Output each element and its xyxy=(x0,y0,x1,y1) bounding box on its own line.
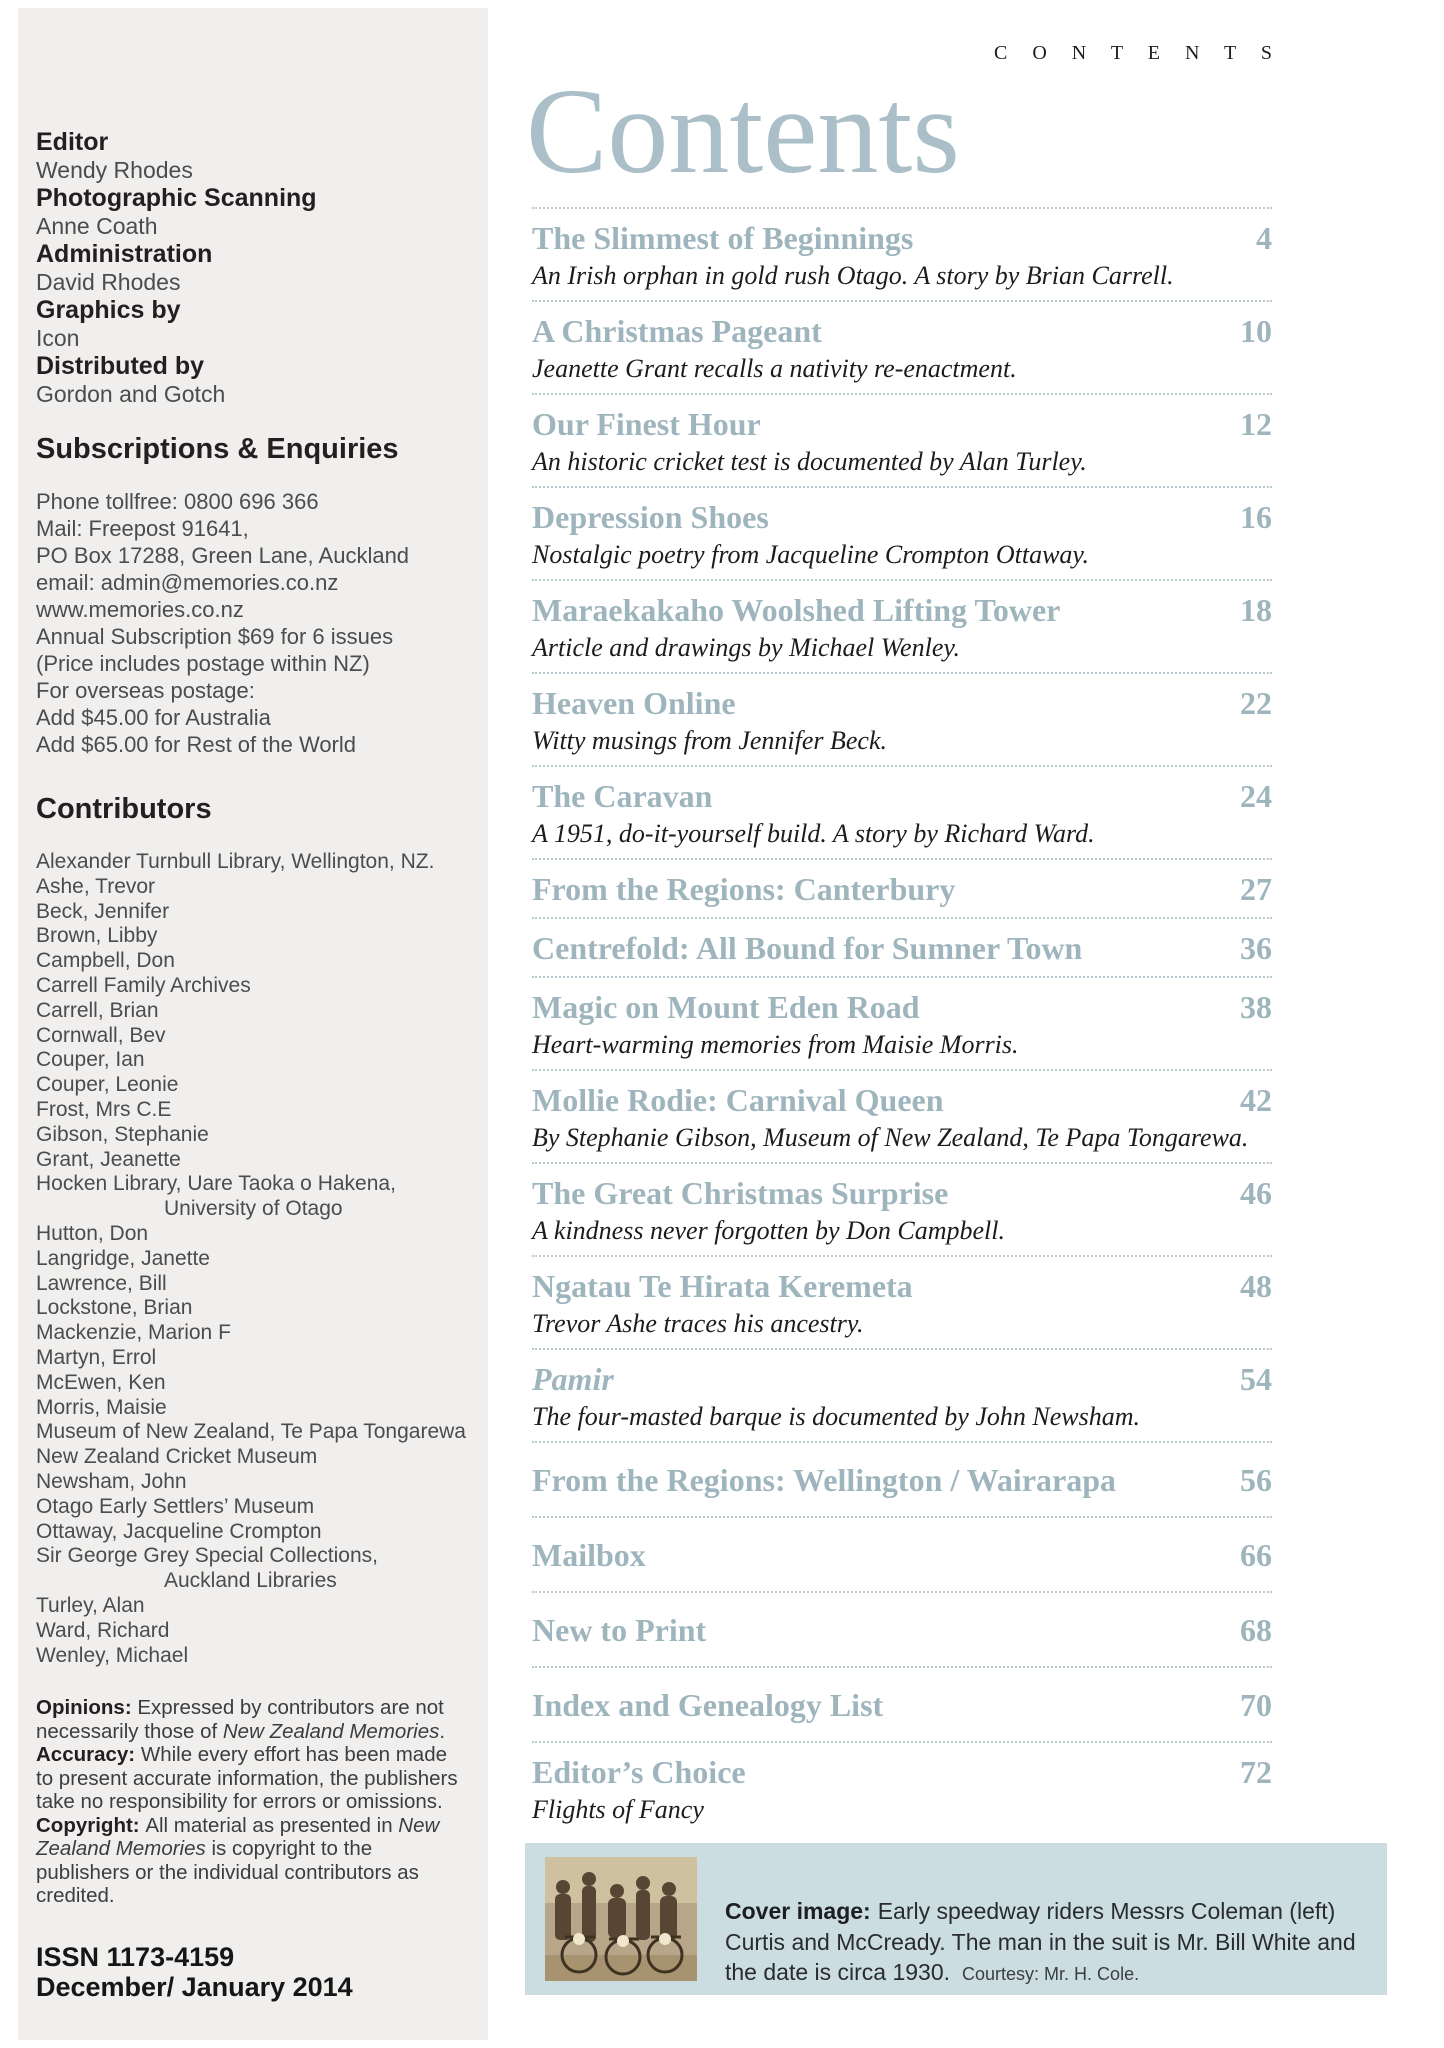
notice-segment: Copyright: xyxy=(36,1813,146,1837)
contributor-name: Museum of New Zealand, Te Papa Tongarewa xyxy=(36,1420,466,1444)
contributor-name: Morris, Maisie xyxy=(36,1395,167,1419)
subscription-line: (Price includes postage within NZ) xyxy=(36,651,370,676)
toc-entry-title: The Caravan xyxy=(532,778,713,814)
masthead-value: David Rhodes xyxy=(36,269,181,295)
toc-entry xyxy=(532,579,1272,672)
toc-entry-subtitle: A kindness never forgotten by Don Campbell. xyxy=(532,1216,1005,1245)
toc-entry-row xyxy=(532,989,1272,1026)
toc-entry-subtitle: Flights of Fancy xyxy=(532,1795,704,1824)
toc-entry-row xyxy=(532,406,1272,443)
toc-entry-page: 70 xyxy=(1240,1687,1272,1723)
toc-entry-row xyxy=(532,1754,1272,1791)
notice-segment: All material as presented in xyxy=(145,1813,399,1837)
contributor-name: Campbell, Don xyxy=(36,949,175,973)
toc-entry-title: Editor’s Choice xyxy=(532,1754,746,1790)
contributor-name: Beck, Jennifer xyxy=(36,899,170,923)
notice xyxy=(36,1696,462,1743)
contributor-name: Sir George Grey Special Collections, xyxy=(36,1544,378,1568)
toc-entry xyxy=(532,917,1272,976)
toc-entry-title: Index and Genealogy List xyxy=(532,1687,884,1723)
cover-caption-box xyxy=(525,1843,1387,1995)
contributor-name: Turley, Alan xyxy=(36,1593,145,1617)
issn: ISSN 1173-4159 xyxy=(36,1941,235,1972)
masthead-value: Icon xyxy=(36,325,80,351)
toc-entry xyxy=(532,1255,1272,1348)
masthead-label: Editor xyxy=(36,128,109,156)
issn-block xyxy=(36,1942,462,2002)
contributor-name: McEwen, Ken xyxy=(36,1370,166,1394)
toc-entry-row xyxy=(532,1537,1272,1574)
toc-entry-row xyxy=(532,1361,1272,1398)
toc-entry-title: Mollie Rodie: Carnival Queen xyxy=(532,1082,944,1118)
contributor-name: Couper, Ian xyxy=(36,1048,145,1072)
subscription-line: For overseas postage: xyxy=(36,678,255,703)
notice-segment: New Zealand Memories xyxy=(222,1719,440,1743)
toc-entry xyxy=(532,672,1272,765)
toc-entry-title: Ngatau Te Hirata Keremeta xyxy=(532,1268,913,1304)
subscription-line: www.memories.co.nz xyxy=(36,597,244,622)
notice-segment: Accuracy: xyxy=(36,1743,141,1767)
contributor-name: Otago Early Settlers’ Museum xyxy=(36,1494,315,1518)
contributor-name: Lawrence, Bill xyxy=(36,1271,167,1295)
page-title: Contents xyxy=(526,64,960,199)
toc-entry-page: 54 xyxy=(1240,1361,1272,1397)
cover-caption-courtesy: Courtesy: Mr. H. Cole. xyxy=(962,1964,1140,1984)
toc-entry xyxy=(532,1591,1272,1666)
toc-entry-row xyxy=(532,1462,1272,1499)
toc-entry xyxy=(532,300,1272,393)
toc-entry-row xyxy=(532,220,1272,257)
toc-entry-row xyxy=(532,592,1272,629)
contributor-name: Grant, Jeanette xyxy=(36,1147,181,1171)
toc-entry-title: Pamir xyxy=(532,1361,614,1397)
toc-entry-page: 4 xyxy=(1256,220,1272,256)
toc-entry-page: 72 xyxy=(1240,1754,1272,1790)
toc-entry xyxy=(532,765,1272,858)
toc-entry-title: Mailbox xyxy=(532,1537,646,1573)
contributor-name: Lockstone, Brian xyxy=(36,1296,193,1320)
contributor-name: Hocken Library, Uare Taoka o Hakena, xyxy=(36,1172,396,1196)
contributor-name: Wenley, Michael xyxy=(36,1643,189,1667)
contributor-name: Cornwall, Bev xyxy=(36,1023,166,1047)
notices xyxy=(36,1696,462,1908)
toc-entry-row xyxy=(532,1687,1272,1724)
toc-entry-title: New to Print xyxy=(532,1612,707,1648)
contributor-name: Couper, Leonie xyxy=(36,1073,179,1097)
toc-entry-page: 27 xyxy=(1240,871,1272,907)
toc-entry-page: 68 xyxy=(1240,1612,1272,1648)
toc-entry-page: 36 xyxy=(1240,930,1272,966)
toc-entry-title: The Great Christmas Surprise xyxy=(532,1175,949,1211)
toc-entry xyxy=(532,976,1272,1069)
toc-entry xyxy=(532,1348,1272,1441)
contributor-name: Langridge, Janette xyxy=(36,1246,210,1270)
cover-photo xyxy=(545,1857,697,1981)
toc-entry-subtitle: Trevor Ashe traces his ancestry. xyxy=(532,1309,864,1338)
toc-entry-row xyxy=(532,778,1272,815)
toc-entry xyxy=(532,1441,1272,1516)
toc-entry-subtitle: The four-masted barque is documented by John Newsham. xyxy=(532,1402,1140,1431)
subscription-line: PO Box 17288, Green Lane, Auckland xyxy=(36,543,410,568)
toc-entry xyxy=(532,858,1272,917)
toc-entry xyxy=(532,1069,1272,1162)
toc-entry-page: 22 xyxy=(1240,685,1272,721)
notice-segment: Expressed by contributors are not necessarily those of xyxy=(36,1696,444,1743)
toc-entry-row xyxy=(532,499,1272,536)
subscription-lines xyxy=(36,488,462,758)
toc-entry-subtitle: A 1951, do-it-yourself build. A story by Richard Ward. xyxy=(532,819,1095,848)
masthead-value: Gordon and Gotch xyxy=(36,381,226,407)
notice-segment: New Zealand Memories xyxy=(36,1813,440,1861)
contributor-name: Brown, Libby xyxy=(36,924,158,948)
toc-entry-page: 12 xyxy=(1240,406,1272,442)
toc-entry-page: 18 xyxy=(1240,592,1272,628)
toc-list xyxy=(532,207,1272,1834)
contributors-heading: Contributors xyxy=(36,793,212,825)
toc-entry-page: 46 xyxy=(1240,1175,1272,1211)
masthead-value: Anne Coath xyxy=(36,213,158,239)
toc-entry-subtitle: Heart-warming memories from Maisie Morris. xyxy=(532,1030,1019,1059)
contributor-name: Ashe, Trevor xyxy=(36,874,156,898)
toc-entry-row xyxy=(532,313,1272,350)
subscription-line: Add $65.00 for Rest of the World xyxy=(36,732,356,757)
contributor-name: Hutton, Don xyxy=(36,1221,149,1245)
toc-entry-page: 56 xyxy=(1240,1462,1272,1498)
issue-date: December/ January 2014 xyxy=(36,1971,353,2002)
subscriptions-section xyxy=(36,434,462,758)
toc-entry-page: 16 xyxy=(1240,499,1272,535)
subscriptions-heading: Subscriptions & Enquiries xyxy=(36,433,399,465)
toc-entry-page: 48 xyxy=(1240,1268,1272,1304)
toc-entry-title: Magic on Mount Eden Road xyxy=(532,989,920,1025)
toc-entry-title: A Christmas Pageant xyxy=(532,313,822,349)
toc-entry xyxy=(532,207,1272,300)
toc-entry xyxy=(532,1741,1272,1834)
masthead-label: Distributed by xyxy=(36,352,205,380)
masthead xyxy=(36,128,462,408)
toc-entry-subtitle: By Stephanie Gibson, Museum of New Zealand, Te Papa Tongarewa. xyxy=(532,1123,1249,1152)
contributor-name: Auckland Libraries xyxy=(164,1569,337,1593)
contributor-name: Newsham, John xyxy=(36,1469,187,1493)
toc-entry-title: The Slimmest of Beginnings xyxy=(532,220,914,256)
toc-entry xyxy=(532,1666,1272,1741)
toc-entry-page: 38 xyxy=(1240,989,1272,1025)
toc-entry-row xyxy=(532,1082,1272,1119)
toc-entry-page: 66 xyxy=(1240,1537,1272,1573)
toc-entry-subtitle: Witty musings from Jennifer Beck. xyxy=(532,726,888,755)
notice-segment: . xyxy=(439,1719,446,1743)
toc-entry-title: Heaven Online xyxy=(532,685,736,721)
toc-entry-title: From the Regions: Wellington / Wairarapa xyxy=(532,1462,1117,1498)
toc-entry-page: 24 xyxy=(1240,778,1272,814)
toc-entry-row xyxy=(532,1175,1272,1212)
notice-segment: is copyright to the publishers or the individual contributors as credited. xyxy=(36,1837,419,1908)
toc-entry-title: Centrefold: All Bound for Sumner Town xyxy=(532,930,1083,966)
contributor-name: Ward, Richard xyxy=(36,1618,170,1642)
contributor-name: Gibson, Stephanie xyxy=(36,1122,209,1146)
toc-entry-subtitle: Jeanette Grant recalls a nativity re-enactment. xyxy=(532,354,1017,383)
toc-entry-row xyxy=(532,1612,1272,1649)
cover-caption xyxy=(725,1880,1367,1990)
masthead-label: Photographic Scanning xyxy=(36,184,317,212)
toc-entry-row xyxy=(532,685,1272,722)
contributor-name: New Zealand Cricket Museum xyxy=(36,1445,318,1469)
masthead-label: Administration xyxy=(36,240,213,268)
notice xyxy=(36,1743,462,1814)
main-column xyxy=(526,0,1282,1834)
notice xyxy=(36,1814,462,1908)
masthead-label: Graphics by xyxy=(36,296,181,324)
notice-segment: While every effort has been made to present accurate information, the publishers take no responsibility for errors or omissions. xyxy=(36,1743,458,1814)
toc-entry-row xyxy=(532,930,1272,967)
contributor-name: Ottaway, Jacqueline Crompton xyxy=(36,1519,322,1543)
toc-entry-subtitle: Article and drawings by Michael Wenley. xyxy=(532,633,960,662)
toc-entry xyxy=(532,1516,1272,1591)
contributor-name: Frost, Mrs C.E xyxy=(36,1097,172,1121)
toc-entry-title: Depression Shoes xyxy=(532,499,769,535)
contributor-name: University of Otago xyxy=(164,1197,343,1221)
subscription-line: Phone tollfree: 0800 696 366 xyxy=(36,489,319,514)
subscription-line: Add $45.00 for Australia xyxy=(36,705,271,730)
subscription-line: email: admin@memories.co.nz xyxy=(36,570,339,595)
notice-segment: Opinions: xyxy=(36,1696,138,1720)
cover-caption-text: Early speedway riders Messrs Coleman (left) Curtis and McCready. The man in the suit is Mr. Bill White and the date is circa 1930. xyxy=(725,1898,1356,1985)
toc-entry-row xyxy=(532,1268,1272,1305)
toc-entry-subtitle: An Irish orphan in gold rush Otago. A story by Brian Carrell. xyxy=(532,261,1174,290)
toc-entry-subtitle: Nostalgic poetry from Jacqueline Crompton Ottaway. xyxy=(532,540,1090,569)
contributor-name: Alexander Turnbull Library, Wellington, NZ. xyxy=(36,850,435,873)
toc-entry-page: 42 xyxy=(1240,1082,1272,1118)
toc-entry-title: From the Regions: Canterbury xyxy=(532,871,956,907)
contributor-list xyxy=(36,850,466,1668)
toc-entry-subtitle: An historic cricket test is documented by Alan Turley. xyxy=(532,447,1087,476)
contributors-section xyxy=(36,793,466,1668)
toc-entry xyxy=(532,393,1272,486)
toc-entry-title: Our Finest Hour xyxy=(532,406,761,442)
toc-entry-row xyxy=(532,871,1272,908)
contributor-name: Martyn, Errol xyxy=(36,1345,157,1369)
running-header: C O N T E N T S xyxy=(994,42,1282,64)
sidebar xyxy=(18,8,488,2040)
subscription-line: Annual Subscription $69 for 6 issues xyxy=(36,624,394,649)
contributor-name: Carrell, Brian xyxy=(36,998,159,1022)
contributor-name: Mackenzie, Marion F xyxy=(36,1321,231,1345)
subscription-line: Mail: Freepost 91641, xyxy=(36,516,249,541)
cover-caption-label: Cover image: xyxy=(725,1898,871,1924)
contributor-name: Carrell Family Archives xyxy=(36,973,251,997)
toc-entry-title: Maraekakaho Woolshed Lifting Tower xyxy=(532,592,1061,628)
toc-entry-page: 10 xyxy=(1240,313,1272,349)
toc-entry xyxy=(532,1162,1272,1255)
toc-entry xyxy=(532,486,1272,579)
masthead-value: Wendy Rhodes xyxy=(36,157,193,183)
